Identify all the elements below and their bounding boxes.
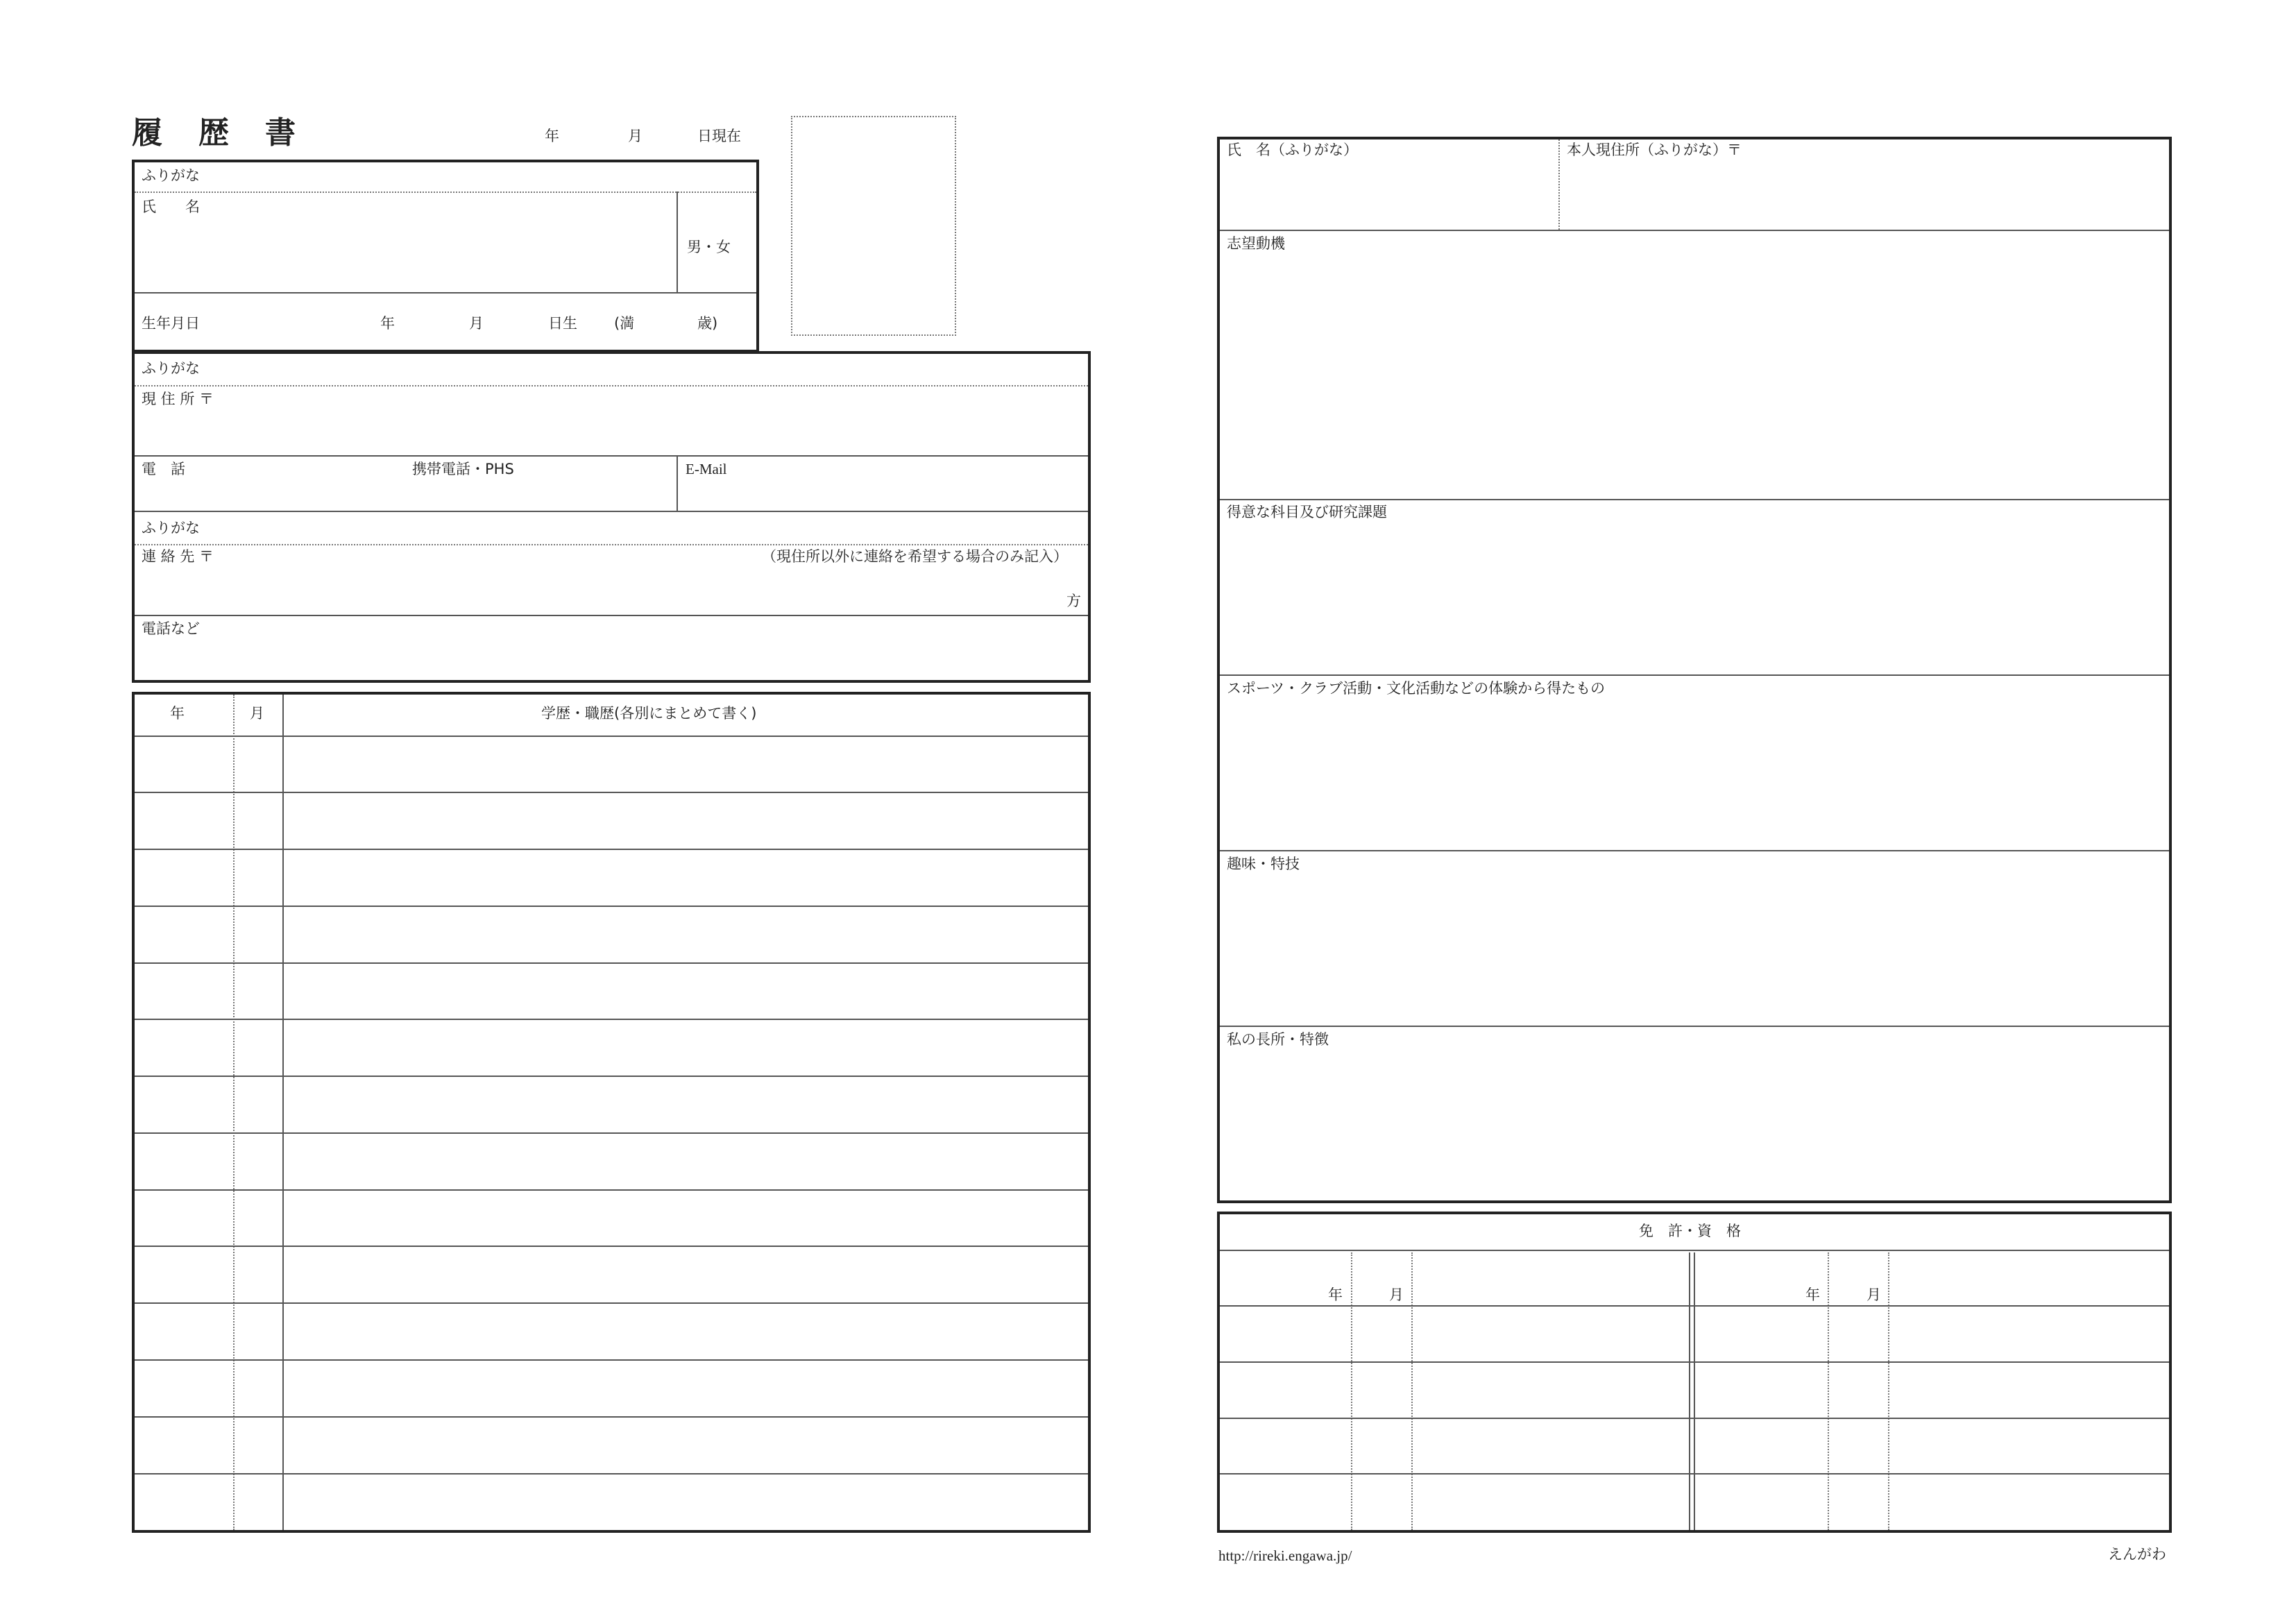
- licenses-title: 免 許・資 格: [1639, 1223, 1741, 1239]
- personal-info-box: [132, 160, 759, 352]
- footer-url[interactable]: http://rireki.engawa.jp/: [1218, 1547, 1352, 1564]
- contact-suffix-label: 方: [1066, 593, 1081, 609]
- hobbies-label: 趣味・特技: [1227, 856, 1300, 872]
- divider: [1220, 230, 2169, 231]
- divider: [1220, 1473, 2169, 1475]
- license-year-header-right: 年: [1805, 1286, 1820, 1303]
- history-year-header: 年: [170, 705, 185, 722]
- divider: [135, 292, 756, 294]
- divider: [135, 385, 1088, 386]
- divider: [1689, 1252, 1690, 1530]
- divider: [135, 1189, 1088, 1191]
- divider: [282, 695, 284, 1530]
- address-furigana-label: ふりがな: [142, 360, 200, 377]
- divider: [1411, 1252, 1413, 1530]
- right-address-label: 本人現住所（ふりがな）〒: [1567, 142, 1742, 158]
- divider: [135, 1019, 1088, 1020]
- divider: [1694, 1252, 1695, 1530]
- profile-box: [1217, 137, 2172, 1203]
- birth-month-label: 月: [469, 315, 484, 332]
- date-month-label: 月: [628, 128, 643, 144]
- strengths-label: 私の長所・特徴: [1227, 1031, 1329, 1048]
- activities-label: スポーツ・クラブ活動・文化活動などの体験から得たもの: [1227, 680, 1606, 697]
- license-month-header-left: 月: [1389, 1286, 1404, 1303]
- divider: [1220, 674, 2169, 676]
- divider: [1220, 850, 2169, 851]
- divider: [135, 792, 1088, 793]
- divider: [1351, 1252, 1352, 1530]
- divider: [135, 615, 1088, 616]
- contact-note-label: （現住所以外に連絡を希望する場合のみ記入）: [762, 548, 1068, 565]
- contact-address-label: 連 絡 先 〒: [142, 548, 214, 565]
- divider: [1220, 1418, 2169, 1419]
- divider: [135, 962, 1088, 964]
- photo-box[interactable]: [791, 116, 956, 336]
- divider: [1220, 1305, 2169, 1307]
- divider: [135, 192, 756, 193]
- gender-label: 男・女: [687, 239, 731, 255]
- divider: [135, 544, 1088, 545]
- divider: [1220, 1250, 2169, 1251]
- divider: [233, 695, 235, 1530]
- divider: [677, 192, 678, 292]
- birth-label: 生年月日: [142, 315, 200, 332]
- divider: [135, 1076, 1088, 1077]
- divider: [135, 1416, 1088, 1418]
- divider: [135, 1302, 1088, 1304]
- history-month-header: 月: [250, 705, 264, 722]
- age-close-label: 歳): [697, 315, 718, 332]
- license-year-header-left: 年: [1328, 1286, 1343, 1303]
- divider: [135, 1473, 1088, 1475]
- divider: [135, 455, 1088, 457]
- divider: [135, 906, 1088, 907]
- divider: [135, 736, 1088, 737]
- divider: [135, 1246, 1088, 1247]
- mobile-label: 携帯電話・PHS: [412, 461, 514, 477]
- motivation-label: 志望動機: [1227, 235, 1285, 252]
- divider: [135, 1359, 1088, 1361]
- divider: [1888, 1252, 1889, 1530]
- address-box: [132, 351, 1091, 683]
- divider: [1558, 139, 1560, 230]
- footer-brand: えんがわ: [2108, 1546, 2166, 1563]
- email-label: E-Mail: [686, 461, 727, 477]
- birth-day-label: 日生: [548, 315, 577, 332]
- contact-furigana-label: ふりがな: [142, 520, 200, 536]
- divider: [1828, 1252, 1829, 1530]
- history-table: [132, 692, 1091, 1533]
- divider: [135, 849, 1088, 850]
- date-year-label: 年: [545, 128, 559, 144]
- divider: [135, 511, 1088, 512]
- divider: [677, 455, 678, 511]
- divider: [1220, 1361, 2169, 1363]
- name-furigana-label: ふりがな: [142, 167, 200, 184]
- license-month-header-right: 月: [1866, 1286, 1881, 1303]
- divider: [135, 1132, 1088, 1134]
- right-name-label: 氏 名（ふりがな）: [1227, 142, 1358, 158]
- name-label: 氏 名: [142, 198, 200, 215]
- age-open-label: (満: [614, 315, 635, 332]
- birth-year-label: 年: [380, 315, 395, 332]
- phone-label: 電 話: [142, 461, 185, 477]
- contact-phone-label: 電話など: [142, 620, 200, 637]
- current-address-label: 現 住 所 〒: [142, 391, 214, 407]
- history-content-header: 学歴・職歴(各別にまとめて書く): [541, 705, 757, 722]
- divider: [1220, 499, 2169, 500]
- subjects-label: 得意な科目及び研究課題: [1227, 504, 1387, 520]
- date-suffix-label: 日現在: [697, 128, 741, 144]
- divider: [1220, 1026, 2169, 1027]
- page-title: 履 歴 書: [132, 115, 298, 151]
